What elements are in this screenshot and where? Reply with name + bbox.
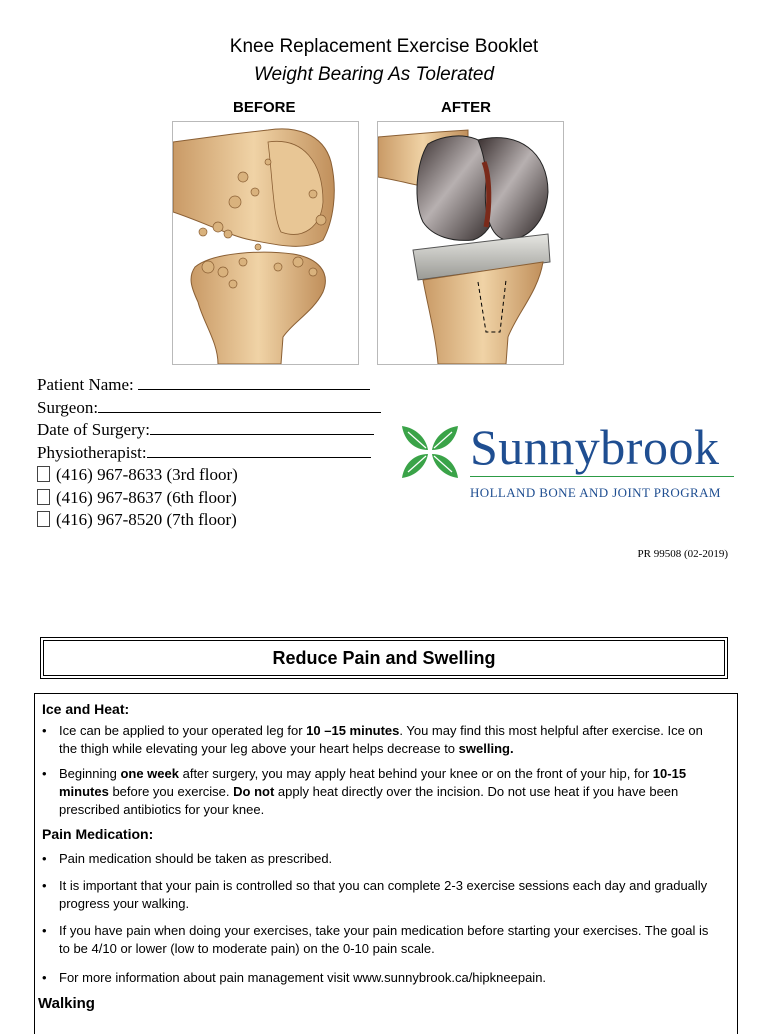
bullet-icon: •	[42, 851, 47, 866]
section-title: Reduce Pain and Swelling	[43, 640, 725, 676]
text: after surgery, you may apply heat behind your knee or on the front of your hip, for	[178, 766, 653, 781]
text: It is important that your pain is controlled so that you can complete 2-3 exercise sessions each day and gradually progress your walking.	[59, 878, 708, 911]
physiotherapist-row	[37, 442, 381, 465]
section-heading-box	[40, 637, 728, 679]
text: Pain medication should be taken as prescribed.	[59, 851, 333, 866]
patient-name-blank[interactable]	[138, 374, 370, 390]
content-box	[34, 693, 738, 1034]
logo-wordmark: Sunnybrook	[470, 419, 720, 475]
walking-heading: Walking	[38, 995, 95, 1012]
text: before you exercise.	[108, 784, 234, 799]
text: Beginning	[59, 766, 121, 781]
phone-icon	[37, 489, 50, 505]
bullet-icon: •	[42, 878, 47, 893]
after-label: AFTER	[441, 99, 491, 116]
phone-row	[37, 487, 381, 510]
logo-program: HOLLAND BONE AND JOINT PROGRAM	[470, 485, 721, 500]
text: apply heat directly over the incision. Do not use heat if you have been prescribed antibiotics for your knee.	[59, 784, 679, 817]
list-item	[42, 850, 722, 868]
text: If you have pain when doing your exercises, take your pain medication before starting your exercises. The goal is to be 4/10 or lower (low to moderate pain) on the 0-10 pain scale.	[59, 923, 709, 956]
surgeon-label: Surgeon:	[37, 397, 99, 417]
list-item	[42, 969, 722, 987]
bullet-icon: •	[42, 970, 47, 985]
bullet-icon: •	[42, 766, 47, 781]
pain-medication-heading: Pain Medication:	[42, 826, 154, 842]
physiotherapist-label: Physiotherapist:	[37, 442, 147, 462]
list-item	[42, 922, 722, 958]
phone-number: (416) 967-8637 (6th floor)	[56, 487, 237, 507]
physiotherapist-blank[interactable]	[147, 442, 371, 458]
form-code: PR 99508 (02-2019)	[637, 548, 728, 560]
surgeon-row	[37, 397, 381, 420]
knee-after-image	[377, 121, 564, 365]
text: For more information about pain management visit www.sunnybrook.ca/hipkneepain.	[59, 970, 547, 985]
leaf-icon	[398, 420, 462, 484]
text: Ice can be applied to your operated leg for	[59, 723, 307, 738]
surgeon-blank[interactable]	[98, 397, 381, 413]
emphasis: 10-15 minutes	[59, 766, 687, 799]
logo-divider	[470, 476, 734, 477]
phone-icon	[37, 511, 50, 527]
phone-icon	[37, 466, 50, 482]
date-of-surgery-row	[37, 419, 381, 442]
date-of-surgery-blank[interactable]	[150, 419, 374, 435]
knee-before-image	[172, 121, 359, 365]
emphasis: 10 –15 minutes	[306, 723, 400, 738]
before-label: BEFORE	[233, 99, 296, 116]
phone-number: (416) 967-8633 (3rd floor)	[56, 465, 238, 484]
list-item	[42, 765, 722, 819]
date-of-surgery-label: Date of Surgery:	[37, 420, 150, 439]
text: . You may find this most helpful after exercise. Ice on the thigh while elevating your leg above your heart helps decrease to	[59, 723, 703, 756]
patient-info-block	[37, 374, 381, 532]
patient-name-label: Patient Name:	[37, 375, 139, 394]
emphasis: one week	[120, 766, 179, 781]
booklet-subtitle: Weight Bearing As Tolerated	[253, 64, 495, 85]
list-item	[42, 722, 722, 758]
booklet-title: Knee Replacement Exercise Booklet	[229, 36, 539, 57]
sunnybrook-logo	[398, 418, 738, 504]
phone-row	[37, 509, 381, 532]
patient-name-row	[37, 374, 381, 397]
phone-number: (416) 967-8520 (7th floor)	[56, 510, 237, 529]
ice-heat-heading: Ice and Heat:	[42, 701, 130, 717]
emphasis: Do not	[233, 784, 275, 799]
emphasis: swelling.	[458, 741, 514, 756]
bullet-icon: •	[42, 723, 47, 738]
bullet-icon: •	[42, 923, 47, 938]
phone-row	[37, 464, 381, 487]
list-item	[42, 877, 722, 913]
